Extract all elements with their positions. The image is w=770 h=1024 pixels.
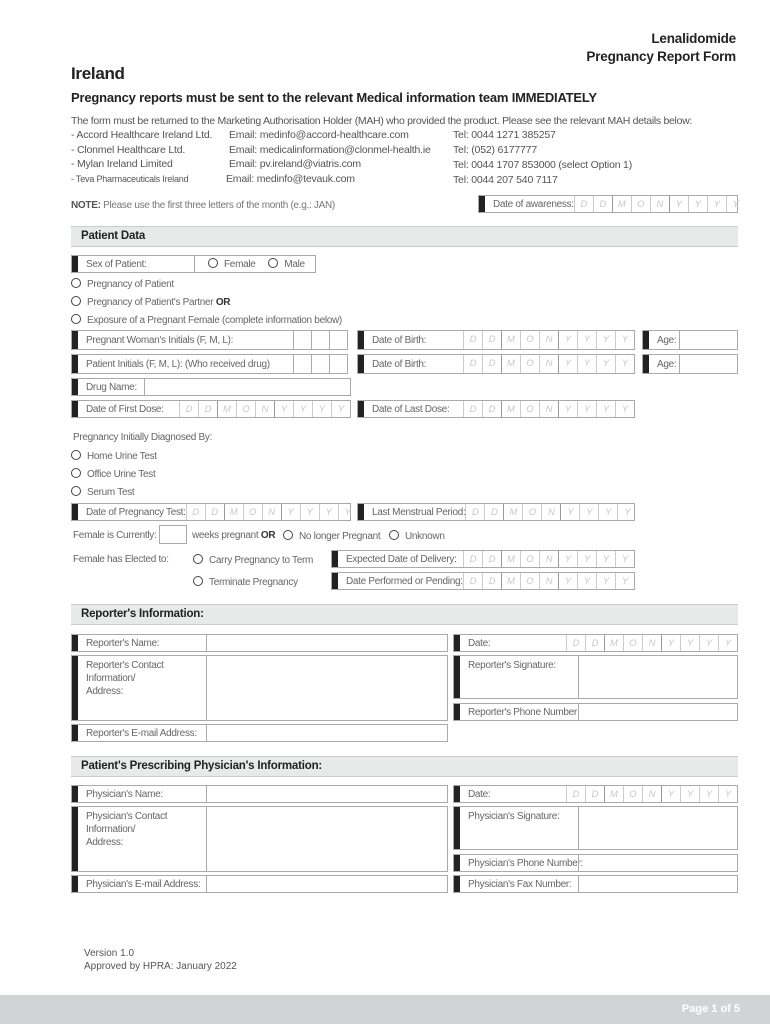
mah-email: Email: medinfo@accord-healthcare.com bbox=[229, 129, 409, 141]
date-cell[interactable]: Y bbox=[596, 355, 615, 373]
date-cell[interactable]: D bbox=[463, 331, 482, 349]
drug-name-input[interactable] bbox=[144, 379, 350, 395]
date-cell[interactable]: M bbox=[501, 331, 520, 349]
date-cell[interactable]: D bbox=[482, 551, 501, 567]
date-cell[interactable]: N bbox=[262, 504, 281, 520]
date-cell[interactable]: N bbox=[539, 573, 558, 589]
last-dose-field: Date of Last Dose: D D M O N Y Y Y Y bbox=[357, 400, 635, 418]
mah-tel: Tel: 0044 1707 853000 (select Option 1) bbox=[453, 159, 632, 171]
date-cell[interactable]: O bbox=[520, 331, 539, 349]
physician-email-field: Physician's E-mail Address: bbox=[71, 875, 448, 893]
mah-email: Email: medinfo@tevauk.com bbox=[226, 173, 355, 185]
mah-company: - Accord Healthcare Ireland Ltd. bbox=[71, 129, 213, 141]
weeks-pregnant-label: weeks pregnant OR bbox=[192, 530, 276, 541]
date-cell[interactable]: N bbox=[650, 196, 669, 212]
date-cell[interactable]: Y bbox=[596, 573, 615, 589]
date-cell[interactable]: D bbox=[566, 635, 585, 651]
date-cell[interactable]: Y bbox=[596, 401, 615, 417]
date-cell[interactable]: M bbox=[217, 401, 236, 417]
section-header-patient-data: Patient Data bbox=[71, 226, 738, 247]
terminate-pregnancy-radio[interactable]: Terminate Pregnancy bbox=[193, 576, 298, 588]
date-performed-field: Date Performed or Pending: D D M O N Y Y Y Y bbox=[331, 572, 635, 590]
date-cell[interactable]: Y bbox=[661, 786, 680, 802]
reporter-name-field: Reporter's Name: bbox=[71, 634, 448, 652]
physician-date-field: Date: D D M O N Y Y Y Y bbox=[453, 785, 738, 803]
date-cell[interactable]: D bbox=[463, 551, 482, 567]
physician-phone-input[interactable] bbox=[578, 855, 737, 871]
date-cell[interactable]: D bbox=[574, 196, 593, 212]
date-input[interactable] bbox=[465, 504, 636, 520]
date-cell[interactable]: Y bbox=[707, 196, 726, 212]
date-cell[interactable]: N bbox=[255, 401, 274, 417]
date-cell[interactable]: O bbox=[520, 401, 539, 417]
radio-icon bbox=[389, 530, 399, 540]
physician-signature-field: Physician's Signature: bbox=[453, 806, 738, 850]
patient-initials-field: Patient Initials (F, M, L): (Who received drug) bbox=[71, 354, 348, 374]
date-cell[interactable]: M bbox=[503, 504, 522, 520]
home-urine-test-radio[interactable]: Home Urine Test bbox=[71, 450, 157, 462]
female-currently-label: Female is Currently: bbox=[73, 530, 157, 541]
physician-email-input[interactable] bbox=[206, 876, 447, 892]
radio-icon bbox=[71, 296, 81, 306]
date-cell[interactable]: O bbox=[623, 635, 642, 651]
date-cell[interactable]: Y bbox=[312, 401, 331, 417]
physician-contact-input[interactable] bbox=[206, 807, 447, 871]
form-title: Pregnancy Report Form bbox=[586, 49, 736, 64]
serum-test-radio[interactable]: Serum Test bbox=[71, 486, 134, 498]
date-cell[interactable]: Y bbox=[615, 401, 634, 417]
date-cell[interactable]: D bbox=[482, 401, 501, 417]
physician-phone-field: Physician's Phone Number: bbox=[453, 854, 738, 872]
section-header-physician: Patient's Prescribing Physician's Information: bbox=[71, 756, 738, 777]
pregnant-woman-initials-field: Pregnant Woman's Initials (F, M, L): bbox=[71, 330, 348, 350]
date-cell[interactable]: D bbox=[585, 635, 604, 651]
date-cell[interactable]: Y bbox=[577, 551, 596, 567]
date-cell[interactable]: Y bbox=[615, 355, 634, 373]
reporter-email-input[interactable] bbox=[206, 725, 447, 741]
pregnancy-of-patient-radio[interactable]: Pregnancy of Patient bbox=[71, 278, 174, 290]
date-cell[interactable]: Y bbox=[293, 401, 312, 417]
reporter-contact-input[interactable] bbox=[206, 656, 447, 720]
date-cell[interactable]: M bbox=[501, 573, 520, 589]
date-cell[interactable]: O bbox=[236, 401, 255, 417]
date-cell[interactable]: D bbox=[482, 331, 501, 349]
drug-name-title: Lenalidomide bbox=[651, 31, 736, 46]
carry-to-term-radio[interactable]: Carry Pregnancy to Term bbox=[193, 554, 313, 566]
date-cell[interactable]: D bbox=[484, 504, 503, 520]
date-cell[interactable]: Y bbox=[699, 635, 718, 651]
date-cell[interactable]: N bbox=[541, 504, 560, 520]
date-cell[interactable]: Y bbox=[680, 786, 699, 802]
date-cell[interactable]: Y bbox=[274, 401, 293, 417]
date-cell[interactable]: Y bbox=[577, 355, 596, 373]
pregnant-woman-dob-field: Date of Birth: D D M O N Y Y Y Y bbox=[357, 330, 635, 350]
reporter-date-field: Date: D D M O N Y Y Y Y bbox=[453, 634, 738, 652]
date-cell[interactable]: Y bbox=[598, 504, 617, 520]
physician-fax-field: Physician's Fax Number: bbox=[453, 875, 738, 893]
reporter-email-field: Reporter's E-mail Address: bbox=[71, 724, 448, 742]
date-cell[interactable]: O bbox=[243, 504, 262, 520]
date-cell[interactable]: Y bbox=[669, 196, 688, 212]
radio-icon bbox=[71, 450, 81, 460]
date-cell[interactable]: O bbox=[520, 551, 539, 567]
mah-tel: Tel: (052) 6177777 bbox=[453, 144, 537, 156]
version-info: Version 1.0 Approved by HPRA: January 2022 bbox=[84, 948, 237, 972]
page-number: Page 1 of 5 bbox=[681, 1003, 740, 1015]
date-cell[interactable]: Y bbox=[615, 331, 634, 349]
elected-label: Female has Elected to: bbox=[73, 554, 169, 565]
date-cell[interactable]: D bbox=[465, 504, 484, 520]
sex-of-patient-field: Sex of Patient: Female Male bbox=[71, 255, 316, 273]
physician-signature-input[interactable] bbox=[578, 807, 737, 849]
date-cell[interactable]: N bbox=[539, 331, 558, 349]
page-footer-bar bbox=[0, 995, 770, 1024]
diagnosed-by-label: Pregnancy Initially Diagnosed By: bbox=[73, 432, 213, 443]
date-cell[interactable]: D bbox=[482, 573, 501, 589]
date-input[interactable] bbox=[186, 504, 357, 520]
date-cell[interactable]: Y bbox=[558, 355, 577, 373]
date-cell[interactable]: Y bbox=[661, 635, 680, 651]
date-cell[interactable]: Y bbox=[596, 331, 615, 349]
date-cell[interactable]: Y bbox=[718, 786, 737, 802]
date-cell[interactable]: D bbox=[566, 786, 585, 802]
drug-name-field: Drug Name: bbox=[71, 378, 351, 396]
radio-icon bbox=[71, 278, 81, 288]
patient-age-field: Age: bbox=[642, 354, 738, 374]
date-cell[interactable]: M bbox=[501, 401, 520, 417]
date-cell[interactable]: D bbox=[463, 401, 482, 417]
date-cell[interactable]: M bbox=[501, 355, 520, 373]
pregnant-woman-age-field: Age: bbox=[642, 330, 738, 350]
expected-delivery-field: Expected Date of Delivery: D D M O N Y Y Y Y bbox=[331, 550, 635, 568]
date-cell[interactable]: O bbox=[522, 504, 541, 520]
date-cell[interactable]: Y bbox=[699, 786, 718, 802]
date-cell[interactable]: Y bbox=[319, 504, 338, 520]
date-cell[interactable]: Y bbox=[596, 551, 615, 567]
mah-company: - Mylan Ireland Limited bbox=[71, 158, 173, 170]
date-cell[interactable]: Y bbox=[331, 401, 350, 417]
date-cell[interactable]: N bbox=[539, 355, 558, 373]
radio-icon bbox=[193, 554, 203, 564]
date-input[interactable] bbox=[463, 355, 634, 373]
reporter-signature-field: Reporter's Signature: bbox=[453, 655, 738, 699]
unknown-radio[interactable]: Unknown bbox=[389, 530, 445, 542]
reporter-phone-field: Reporter's Phone Number: bbox=[453, 703, 738, 721]
date-cell[interactable]: M bbox=[604, 786, 623, 802]
physician-fax-input[interactable] bbox=[578, 876, 737, 892]
date-input[interactable] bbox=[566, 786, 737, 802]
date-cell[interactable]: Y bbox=[579, 504, 598, 520]
date-cell[interactable]: Y bbox=[300, 504, 319, 520]
date-cell[interactable]: Y bbox=[617, 504, 636, 520]
physician-contact-field: Physician's Contact Information/ Address: bbox=[71, 806, 448, 872]
radio-icon bbox=[283, 530, 293, 540]
mah-email: Email: medicalinformation@clonmel-health.ie bbox=[229, 144, 431, 156]
date-cell[interactable]: N bbox=[539, 401, 558, 417]
date-cell[interactable]: Y bbox=[338, 504, 357, 520]
radio-icon bbox=[71, 314, 81, 324]
date-cell[interactable]: Y bbox=[726, 196, 745, 212]
mah-tel: Tel: 0044 1271 385257 bbox=[453, 129, 556, 141]
date-cell[interactable]: Y bbox=[615, 551, 634, 567]
date-cell[interactable]: D bbox=[179, 401, 198, 417]
date-input[interactable] bbox=[566, 635, 737, 651]
physician-name-input[interactable] bbox=[206, 786, 447, 802]
reporter-phone-input[interactable] bbox=[578, 704, 737, 720]
date-cell[interactable]: M bbox=[612, 196, 631, 212]
sex-female-radio[interactable]: Female bbox=[208, 259, 256, 270]
date-cell[interactable]: N bbox=[642, 786, 661, 802]
headline: Pregnancy reports must be sent to the relevant Medical information team IMMEDIATELY bbox=[71, 90, 597, 105]
first-dose-field: Date of First Dose: D D M O N Y Y Y Y bbox=[71, 400, 351, 418]
date-cell[interactable]: Y bbox=[718, 635, 737, 651]
sex-male-radio[interactable]: Male bbox=[268, 259, 304, 270]
radio-icon bbox=[71, 486, 81, 496]
date-input[interactable] bbox=[463, 551, 634, 567]
intro-text: The form must be returned to the Marketing Authorisation Holder (MAH) who provided the product. Please see the relevant MAH details below: bbox=[71, 115, 693, 127]
date-cell[interactable]: Y bbox=[560, 504, 579, 520]
date-input[interactable] bbox=[463, 331, 634, 349]
pregnancy-test-date-field: Date of Pregnancy Test: D D M O N Y Y Y Y bbox=[71, 503, 351, 521]
exposure-pregnant-female-radio[interactable]: Exposure of a Pregnant Female (complete information below) bbox=[71, 314, 342, 326]
country-title: Ireland bbox=[71, 64, 125, 83]
date-cell[interactable]: D bbox=[205, 504, 224, 520]
reporter-signature-input[interactable] bbox=[578, 656, 737, 698]
date-cell[interactable]: Y bbox=[558, 331, 577, 349]
radio-icon bbox=[193, 576, 203, 586]
date-input[interactable] bbox=[574, 196, 745, 212]
date-cell[interactable]: Y bbox=[680, 635, 699, 651]
mah-email: Email: pv.ireland@viatris.com bbox=[229, 158, 361, 170]
date-cell[interactable]: O bbox=[520, 355, 539, 373]
date-cell[interactable]: Y bbox=[577, 331, 596, 349]
date-cell[interactable]: M bbox=[224, 504, 243, 520]
note-text: NOTE: Please use the first three letters of the month (e.g.: JAN) bbox=[71, 200, 335, 211]
date-of-awareness-field[interactable]: Date of awareness: D D M O N Y Y Y Y bbox=[478, 195, 738, 213]
radio-icon bbox=[268, 258, 278, 268]
date-cell[interactable]: D bbox=[463, 355, 482, 373]
date-cell[interactable]: D bbox=[186, 504, 205, 520]
initials-input[interactable] bbox=[293, 355, 347, 373]
patient-dob-field: Date of Birth: D D M O N Y Y Y Y bbox=[357, 354, 635, 374]
pregnancy-of-partner-radio[interactable]: Pregnancy of Patient's Partner OR bbox=[71, 296, 230, 308]
date-input[interactable] bbox=[463, 573, 634, 589]
date-cell[interactable]: D bbox=[482, 355, 501, 373]
date-cell[interactable]: D bbox=[463, 573, 482, 589]
date-input[interactable] bbox=[463, 401, 634, 417]
date-cell[interactable]: O bbox=[520, 573, 539, 589]
radio-icon bbox=[71, 468, 81, 478]
age-input[interactable] bbox=[679, 331, 737, 349]
date-cell[interactable]: Y bbox=[281, 504, 300, 520]
date-cell[interactable]: M bbox=[604, 635, 623, 651]
date-cell[interactable]: Y bbox=[558, 401, 577, 417]
date-input[interactable] bbox=[179, 401, 350, 417]
date-cell[interactable]: Y bbox=[688, 196, 707, 212]
date-cell[interactable]: Y bbox=[577, 573, 596, 589]
physician-name-field: Physician's Name: bbox=[71, 785, 448, 803]
date-cell[interactable]: O bbox=[631, 196, 650, 212]
reporter-contact-field: Reporter's Contact Information/ Address: bbox=[71, 655, 448, 721]
weeks-pregnant-input[interactable] bbox=[159, 525, 187, 544]
mah-company: - Clonmel Healthcare Ltd. bbox=[71, 144, 186, 156]
date-cell[interactable]: Y bbox=[615, 573, 634, 589]
date-cell[interactable]: D bbox=[198, 401, 217, 417]
date-cell[interactable]: N bbox=[539, 551, 558, 567]
date-cell[interactable]: N bbox=[642, 635, 661, 651]
office-urine-test-radio[interactable]: Office Urine Test bbox=[71, 468, 155, 480]
date-cell[interactable]: D bbox=[593, 196, 612, 212]
date-cell[interactable]: O bbox=[623, 786, 642, 802]
no-longer-pregnant-radio[interactable]: No longer Pregnant bbox=[283, 530, 380, 542]
date-cell[interactable]: D bbox=[585, 786, 604, 802]
mah-tel: Tel: 0044 207 540 7117 bbox=[453, 174, 558, 186]
mah-company: - Teva Pharmaceuticals Ireland bbox=[71, 174, 189, 184]
reporter-name-input[interactable] bbox=[206, 635, 447, 651]
section-header-reporter: Reporter's Information: bbox=[71, 604, 738, 625]
lmp-field: Last Menstrual Period: D D M O N Y Y Y Y bbox=[357, 503, 635, 521]
date-cell[interactable]: Y bbox=[558, 551, 577, 567]
radio-icon bbox=[208, 258, 218, 268]
date-cell[interactable]: Y bbox=[558, 573, 577, 589]
date-cell[interactable]: Y bbox=[577, 401, 596, 417]
age-input[interactable] bbox=[679, 355, 737, 373]
initials-input[interactable] bbox=[293, 331, 347, 349]
date-cell[interactable]: M bbox=[501, 551, 520, 567]
